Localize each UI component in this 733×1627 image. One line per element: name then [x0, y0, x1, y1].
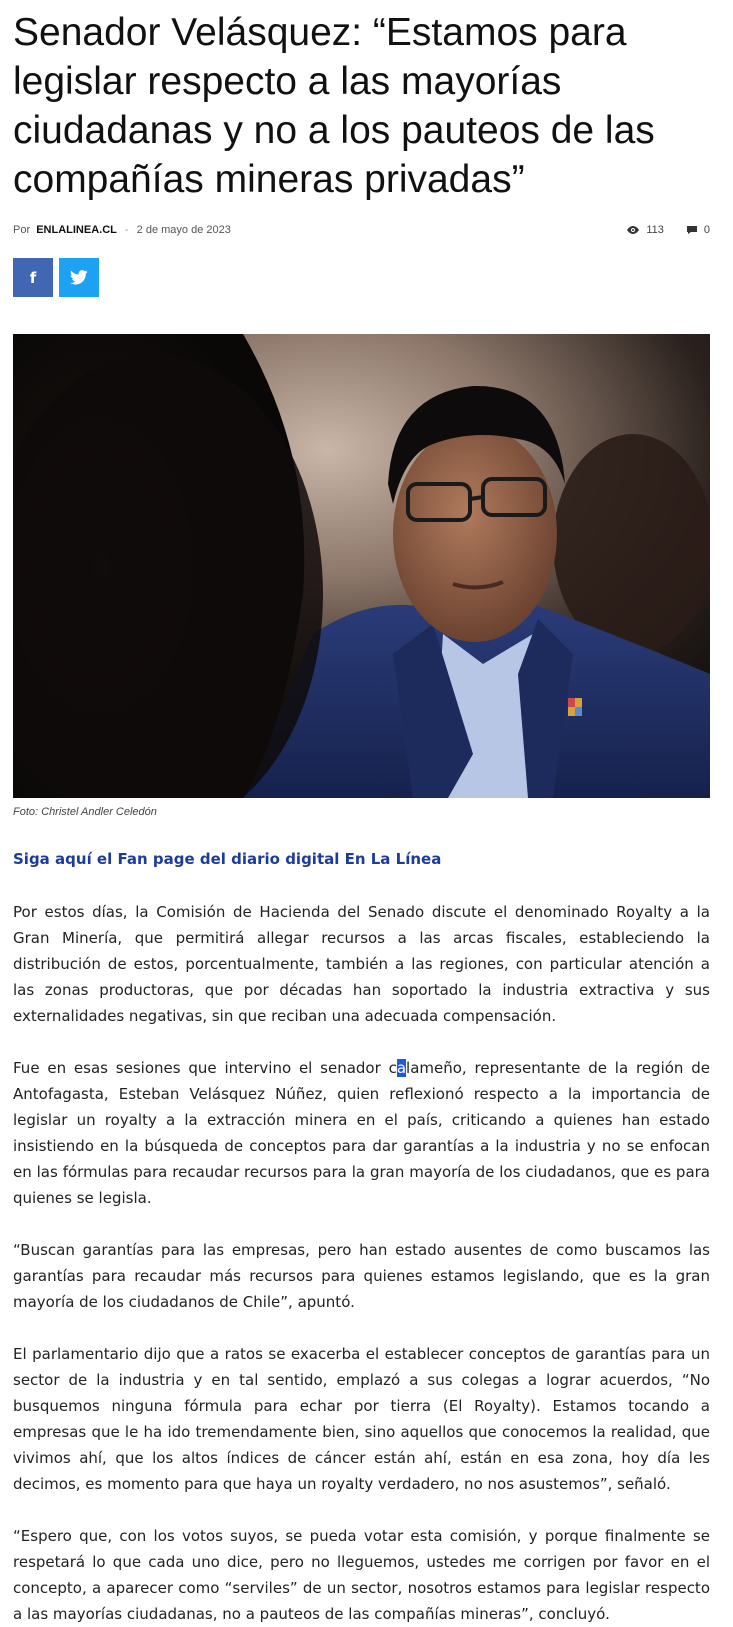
paragraph-2 — [13, 1055, 710, 1211]
views-count: 113 — [646, 224, 664, 236]
comments-count[interactable]: 0 — [703, 224, 710, 236]
paragraph-2-text-b: lameño, representante de la región de Antofagasta, Esteban Velásquez Núñez, quien reflexionó respecto a la importancia de legislar un royalty a la extracción minera en el país, criticando a quienes han estado insistiendo en la búsqueda de conceptos para dar garantías a la industria y no se enfocan en las fórmulas para recaudar recursos para la gran mayoría de los ciudadanos, que es para quienes se legisla. — [13, 1059, 710, 1207]
article-photo — [13, 334, 710, 798]
photo-caption: Foto: Christel Andler Celedón — [13, 806, 157, 818]
article — [13, 0, 710, 1627]
comment-icon[interactable] — [686, 225, 698, 235]
eye-icon — [626, 225, 640, 235]
paragraph-5: “Espero que, con los votos suyos, se pueda votar esta comisión, y porque finalmente se respetará lo que cada uno dice, pero no lleguemos, ustedes me corrigen por favor en el concepto, a aparecer como “serviles” de un sector, nosotros estamos para legislar respecto a las mayorías ciudadanas, no a pauteos de las compañías mineras”, concluyó. — [13, 1527, 710, 1623]
facebook-share-button[interactable] — [13, 258, 53, 297]
share-buttons — [13, 258, 710, 297]
text-selection-highlight: a — [396, 1059, 407, 1077]
paragraph-2-text-a: Fue en esas sesiones que intervino el senador c — [13, 1059, 397, 1077]
twitter-icon — [70, 270, 88, 285]
article-title: Senador Velásquez: “Estamos para legislar respecto a las mayorías ciudadanas y no a los pauteos de las compañías mineras privadas” — [13, 11, 655, 201]
meta-separator: - — [124, 224, 129, 236]
publish-date: 2 de mayo de 2023 — [136, 224, 231, 236]
senator-photo-illustration — [13, 334, 710, 798]
article-stats — [626, 220, 710, 240]
author-link[interactable]: ENLALINEA.CL — [36, 224, 117, 236]
fan-page-link[interactable]: Siga aquí el Fan page del diario digital En La Línea — [13, 850, 442, 868]
paragraph-1: Por estos días, la Comisión de Hacienda del Senado discute el denominado Royalty a la Gran Minería, que permitirá allegar recursos a las arcas fiscales, estableciendo la distribución de estos, porcentualmente, también a las regiones, con particular atención a las zonas productoras, que por décadas han soportado la industria extractiva y sus externalidades negativas, sin que reciban una adecuada compensación. — [13, 903, 710, 1025]
paragraph-4: El parlamentario dijo que a ratos se exacerba el establecer conceptos de garantías para un sector de la industria y en tal sentido, emplazó a sus colegas a lograr acuerdos, “No busquemos ninguna fórmula para echar por tierra (El Royalty). Estamos tocando a empresas que le ha ido tremendamente bien, sino aquellos que conocemos la realidad, que vivimos ahí, que los altos índices de cáncer están ahí, están en esa zona, hoy día les decimos, es momento para que haya un royalty verdadero, no nos asustemos”, señaló. — [13, 1345, 710, 1493]
by-label: Por — [13, 224, 31, 236]
article-meta — [13, 220, 710, 240]
paragraph-3: “Buscan garantías para las empresas, pero han estado ausentes de como buscamos las garantías para recaudar más recursos para quienes estamos legislando, que es la gran mayoría de los ciudadanos de Chile”, apuntó. — [13, 1241, 710, 1311]
twitter-share-button[interactable] — [59, 258, 99, 297]
facebook-icon: f — [29, 268, 37, 287]
